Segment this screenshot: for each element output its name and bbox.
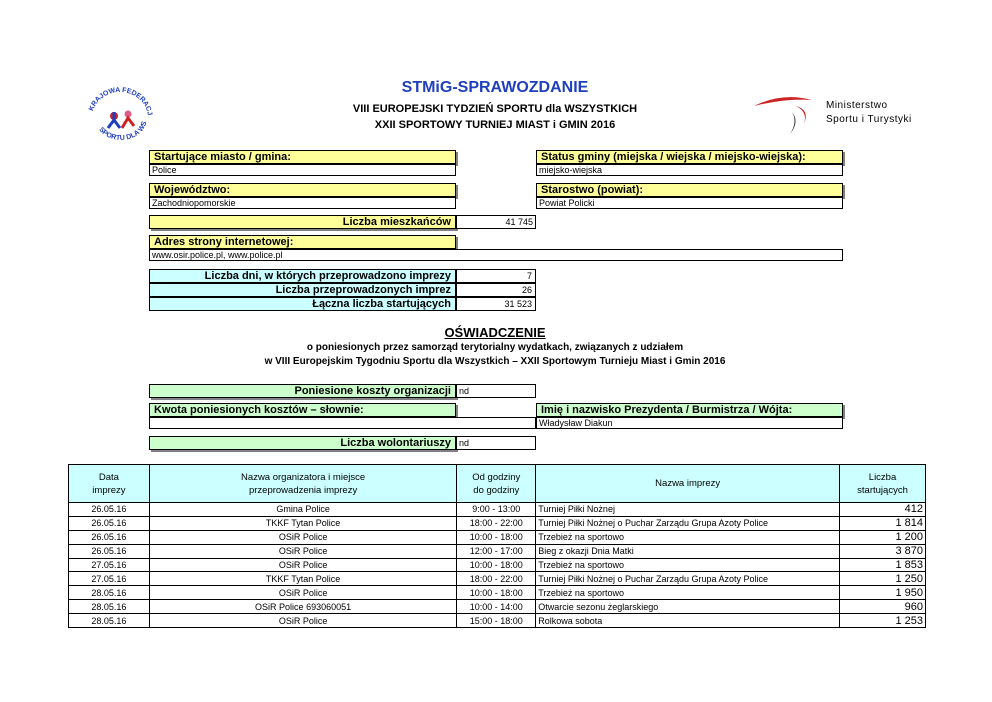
amount-words-label: Kwota poniesionych kosztów – słownie: [149, 403, 456, 417]
cell-hours: 18:00 - 22:00 [457, 516, 536, 530]
cell-hours: 18:00 - 22:00 [457, 572, 536, 586]
cell-date: 26.05.16 [69, 516, 150, 530]
table-row [69, 558, 926, 572]
cell-date: 26.05.16 [69, 503, 150, 517]
cell-hours: 10:00 - 18:00 [457, 586, 536, 600]
table-row [69, 530, 926, 544]
cell-organizer: OSiR Police [149, 558, 456, 572]
cell-date: 28.05.16 [69, 600, 150, 614]
cell-count: 1 950 [840, 586, 926, 600]
city-field[interactable]: Police [149, 164, 456, 176]
federation-logo-icon [84, 84, 156, 146]
cell-hours: 10:00 - 18:00 [457, 558, 536, 572]
cell-hours: 10:00 - 18:00 [457, 530, 536, 544]
website-field[interactable]: www.osir.police.pl, www.police.pl [149, 249, 843, 261]
cell-count: 1 814 [840, 516, 926, 530]
cell-count: 3 870 [840, 544, 926, 558]
cell-event: Turniej Piłki Nożnej o Puchar Zarządu Grupa Azoty Police [536, 572, 840, 586]
cell-organizer: OSiR Police [149, 586, 456, 600]
cell-event: Otwarcie sezonu żeglarskiego [536, 600, 840, 614]
county-label: Starostwo (powiat): [536, 183, 843, 197]
cell-organizer: Gmina Police [149, 503, 456, 517]
col-date-header: Data imprezy [69, 465, 150, 503]
cell-count: 960 [840, 600, 926, 614]
table-header-row [69, 465, 926, 503]
cell-event: Trzebież na sportowo [536, 530, 840, 544]
ministry-logo-icon [752, 92, 822, 136]
cell-event: Trzebież na sportowo [536, 558, 840, 572]
col-count-header: Liczba startujących [840, 465, 926, 503]
volunteers-label: Liczba wolontariuszy [149, 436, 456, 450]
city-label: Startujące miasto / gmina: [149, 150, 456, 164]
page-title: STMiG-SPRAWOZDANIE [401, 79, 589, 96]
declaration-line-1: o poniesionych przez samorząd terytorialny wydatkach, związanych z udziałem [306, 342, 684, 353]
events-count-field[interactable]: 26 [456, 283, 536, 297]
days-label: Liczba dni, w których przeprowadzono imprezy [149, 269, 456, 283]
cell-event: Turniej Piłki Nożnej o Puchar Zarządu Grupa Azoty Police [536, 516, 840, 530]
col-event-header: Nazwa imprezy [536, 465, 840, 503]
cell-date: 26.05.16 [69, 544, 150, 558]
cell-event: Turniej Piłki Nożnej [536, 503, 840, 517]
col-hours-header: Od godziny do godziny [457, 465, 536, 503]
cell-count: 1 200 [840, 530, 926, 544]
cell-event: Rolkowa sobota [536, 614, 840, 628]
cell-event: Trzebież na sportowo [536, 586, 840, 600]
cell-count: 1 250 [840, 572, 926, 586]
right-logo [752, 92, 932, 136]
status-label: Status gminy (miejska / wiejska / miejsko-wiejska): [536, 150, 843, 164]
days-field[interactable]: 7 [456, 269, 536, 283]
svg-text:SPORTU DLA WSZYSTKICH: SPORTU DLA WS [97, 120, 149, 143]
declaration-title: OŚWIADCZENIE [444, 325, 546, 340]
ministry-name-line1: Ministerstwo [826, 100, 888, 111]
declaration-line-2: w VIII Europejskim Tygodniu Sportu dla Wszystkich – XXII Sportowym Turnieju Miast i Gmin 2016 [264, 356, 726, 367]
table-row [69, 572, 926, 586]
subtitle-1: VIII EUROPEJSKI TYDZIEŃ SPORTU dla WSZYSTKICH [352, 103, 638, 115]
cell-organizer: OSiR Police 693060051 [149, 600, 456, 614]
voivodeship-field[interactable]: Zachodniopomorskie [149, 197, 456, 209]
svg-text:KRAJOWA FEDERACJA: KRAJOWA FEDERACJ [88, 86, 153, 116]
amount-words-field[interactable] [149, 417, 536, 429]
ministry-name-line2: Sportu i Turystyki [826, 114, 912, 125]
mayor-field[interactable]: Władysław Diakun [536, 417, 843, 429]
cell-date: 28.05.16 [69, 586, 150, 600]
table-row [69, 516, 926, 530]
cell-date: 26.05.16 [69, 530, 150, 544]
cell-hours: 15:00 - 18:00 [457, 614, 536, 628]
cell-date: 27.05.16 [69, 558, 150, 572]
cell-organizer: OSiR Police [149, 530, 456, 544]
cell-count: 1 253 [840, 614, 926, 628]
participants-label: Łączna liczba startujących [149, 297, 456, 311]
table-row [69, 586, 926, 600]
cell-organizer: TKKF Tytan Police [149, 572, 456, 586]
subtitle-2: XXII SPORTOWY TURNIEJ MIAST i GMIN 2016 [374, 119, 616, 131]
events-table [68, 464, 926, 628]
population-field[interactable]: 41 745 [456, 215, 536, 229]
cell-hours: 12:00 - 17:00 [457, 544, 536, 558]
cell-count: 1 853 [840, 558, 926, 572]
cell-organizer: OSiR Police [149, 544, 456, 558]
status-field[interactable]: miejsko-wiejska [536, 164, 843, 176]
costs-field[interactable]: nd [456, 384, 536, 398]
participants-field[interactable]: 31 523 [456, 297, 536, 311]
population-label: Liczba mieszkańców [149, 215, 456, 229]
county-field[interactable]: Powiat Policki [536, 197, 843, 209]
cell-date: 28.05.16 [69, 614, 150, 628]
voivodeship-label: Województwo: [149, 183, 456, 197]
cell-date: 27.05.16 [69, 572, 150, 586]
cell-hours: 9:00 - 13:00 [457, 503, 536, 517]
table-row [69, 600, 926, 614]
mayor-label: Imię i nazwisko Prezydenta / Burmistrza / Wójta: [536, 403, 843, 417]
cell-hours: 10:00 - 14:00 [457, 600, 536, 614]
cell-event: Bieg z okazji Dnia Matki [536, 544, 840, 558]
cell-organizer: TKKF Tytan Police [149, 516, 456, 530]
website-label: Adres strony internetowej: [149, 235, 456, 249]
cell-organizer: OSiR Police [149, 614, 456, 628]
costs-label: Poniesione koszty organizacji [149, 384, 456, 398]
table-row [69, 614, 926, 628]
table-row [69, 503, 926, 517]
cell-count: 412 [840, 503, 926, 517]
left-logo [84, 84, 156, 146]
table-row [69, 544, 926, 558]
events-count-label: Liczba przeprowadzonych imprez [149, 283, 456, 297]
volunteers-field[interactable]: nd [456, 436, 536, 450]
col-organizer-header: Nazwa organizatora i miejsce przeprowadzenia imprezy [149, 465, 456, 503]
